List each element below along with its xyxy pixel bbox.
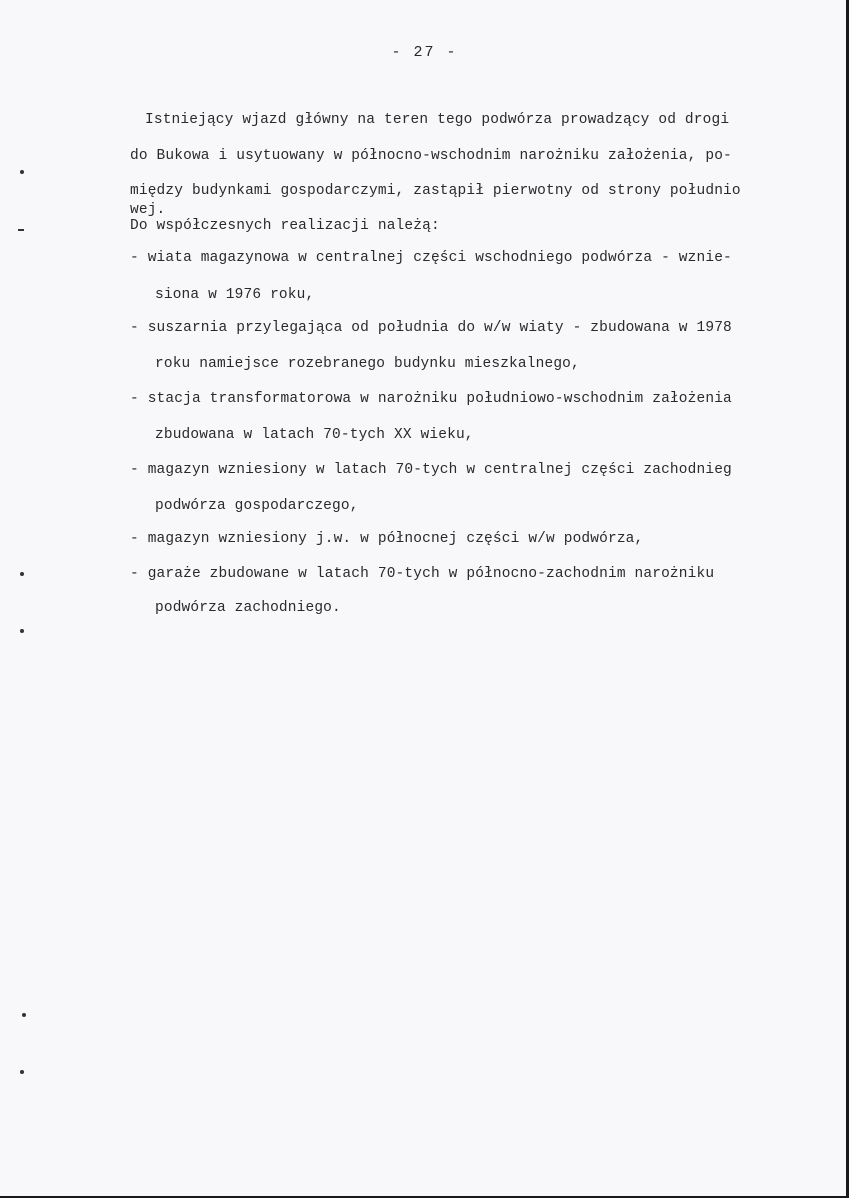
margin-mark	[20, 1070, 24, 1074]
margin-mark	[18, 229, 24, 231]
page-number: - 27 -	[391, 44, 458, 61]
list-item-continuation: zbudowana w latach 70-tych XX wieku,	[155, 427, 474, 443]
list-item-continuation: roku namiejsce rozebranego budynku mieszkalnego,	[155, 356, 580, 372]
list-item: - magazyn wzniesiony w latach 70-tych w centralnej części zachodnieg	[130, 462, 732, 478]
list-item-continuation: podwórza gospodarczego,	[155, 498, 359, 514]
list-item: - garaże zbudowane w latach 70-tych w północno-zachodnim narożniku	[130, 566, 715, 582]
text-line: do Bukowa i usytuowany w północno-wschodnim narożniku założenia, po-	[130, 148, 732, 164]
text-line: wej.	[130, 202, 166, 218]
list-item-continuation: podwórza zachodniego.	[155, 600, 341, 616]
margin-mark	[22, 1013, 26, 1017]
text-line: Do współczesnych realizacji należą:	[130, 218, 440, 234]
list-item: - suszarnia przylegająca od południa do w/w wiaty - zbudowana w 1978	[130, 320, 732, 336]
list-item: - magazyn wzniesiony j.w. w północnej części w/w podwórza,	[130, 531, 644, 547]
text-line: między budynkami gospodarczymi, zastąpił pierwotny od strony południo	[130, 183, 741, 199]
list-item: - stacja transformatorowa w narożniku południowo-wschodnim założenia	[130, 391, 732, 407]
margin-mark	[20, 629, 24, 633]
margin-mark	[20, 170, 24, 174]
margin-mark	[20, 572, 24, 576]
list-item: - wiata magazynowa w centralnej części wschodniego podwórza - wznie-	[130, 250, 732, 266]
list-item-continuation: siona w 1976 roku,	[155, 287, 315, 303]
text-line: Istniejący wjazd główny na teren tego podwórza prowadzący od drogi	[145, 112, 730, 128]
